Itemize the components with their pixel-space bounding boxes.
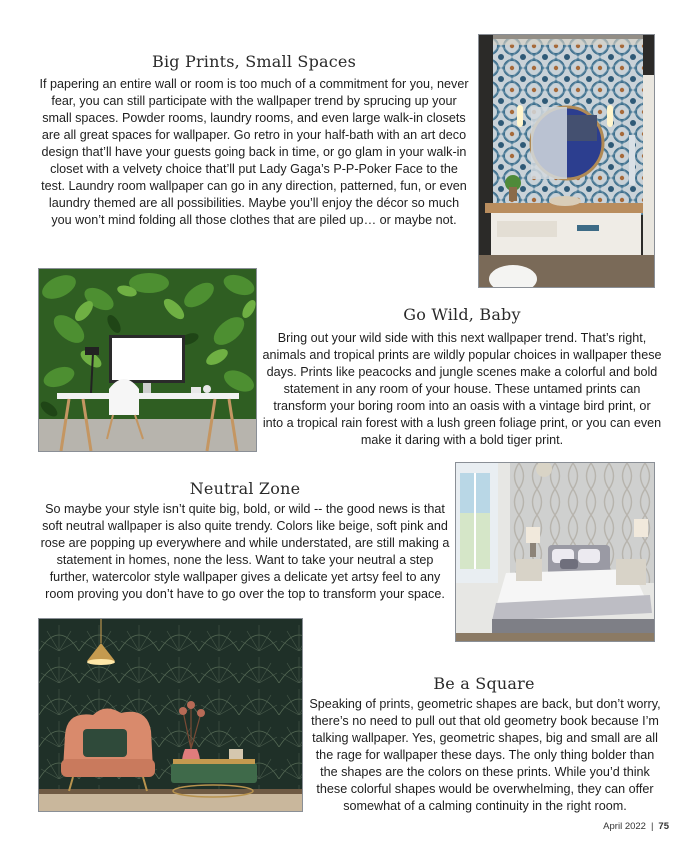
section-title-neutral-zone: Neutral Zone xyxy=(189,479,301,498)
section-body-big-prints: If papering an entire wall or room is too much of a commitment for you, never fear, you can still participate with the wallpaper trend by sprucing up your small spaces. Powder rooms, laundry rooms, and even large walk-in closets are all great spaces for wallpaper. Go retro in your half-bath with an art deco design that’ll have your guests going back in time, or go glam in your walk-in closet with a velvety choice that’ll put Lady Gaga’s P-P-Poker Face to the test. Laundry room wallpaper can go in any direction, patterned, fun, or even laundry themed are all possibilities. Maybe you’ll enjoy the décor so much you won’t mind folding all those clothes that are piled up… or maybe not. xyxy=(39,77,469,227)
footer-separator: | xyxy=(650,821,654,832)
section-body-be-a-square: Speaking of prints, geometric shapes are back, but don’t worry, there’s no need to pull out that old geometry book because I’m talking wallpaper. Yes, geometric shapes, big and small are all the rage for wallpaper these days. The only thing bolder than the shapes are the colors on these prints. While you’d think these colorful shapes would be overwhelming, they can offer somewhat of a calming continuity in the right room. xyxy=(309,697,661,813)
bedroom-illustration xyxy=(456,463,655,642)
issue-date: April 2022 xyxy=(603,821,646,832)
page-footer xyxy=(603,821,669,832)
section-title-be-a-square: Be a Square xyxy=(433,674,535,693)
page-number: 75 xyxy=(658,821,669,832)
bathroom-photo xyxy=(478,34,655,288)
section-body-neutral-zone: So maybe your style isn’t quite big, bold, or wild -- the good news is that soft neutral wallpaper is also quite trendy. Colors like beige, soft pink and rose are popping up everywhere and while understated, are still making a statement in homes, none the less. Want to take your neutral a step further, watercolor style wallpaper gives a delicate yet artsy feel to any room proving you don’t have to go over the top to transform your space. xyxy=(40,502,450,601)
section-body-go-wild: Bring out your wild side with this next wallpaper trend. That’s right, animals and tropical prints are wildly popular choices in wallpaper these days. Prints like peacocks and jungle scenes make a colorful and bold statement in any room of your house. These untamed prints can transform your boring room into an oasis with a vintage bird print, or into a tropical rain forest with a lush green foliage print, or you can even make it daring with a bold tiger print. xyxy=(262,331,662,447)
section-title-go-wild: Go Wild, Baby xyxy=(403,305,521,324)
jungle-wall-illustration xyxy=(39,269,257,452)
deco-lounge-photo xyxy=(38,618,303,812)
bathroom-illustration xyxy=(479,35,655,288)
jungle-office-photo xyxy=(38,268,257,452)
deco-lounge-illustration xyxy=(39,619,303,812)
section-title-big-prints: Big Prints, Small Spaces xyxy=(151,52,357,71)
bedroom-photo xyxy=(455,462,655,642)
